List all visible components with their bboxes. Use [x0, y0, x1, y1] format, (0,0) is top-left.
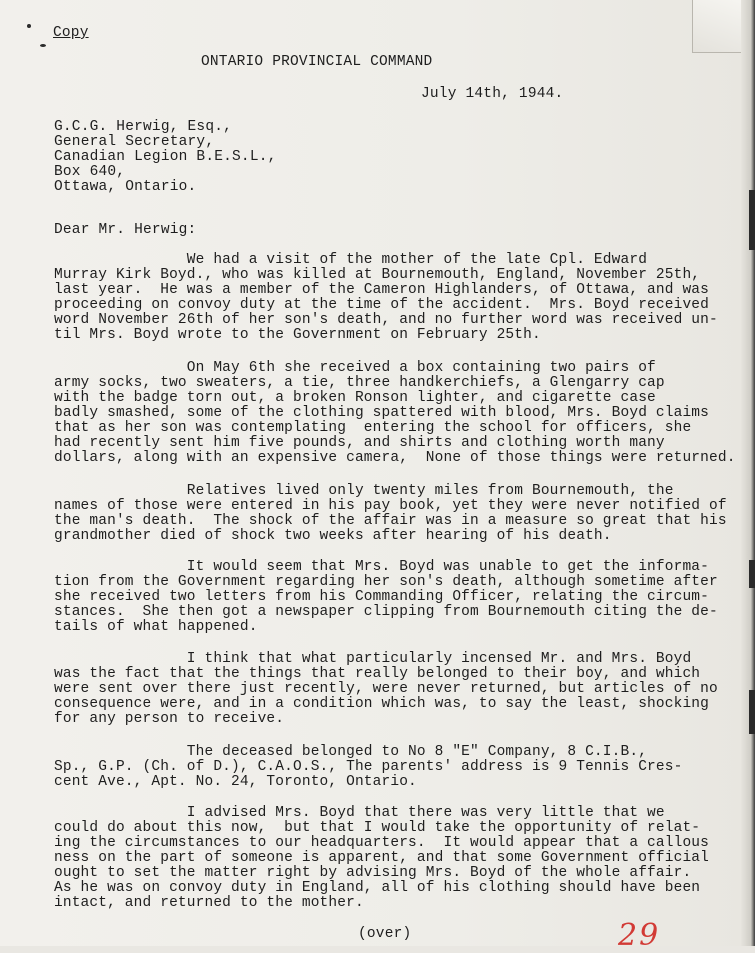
paragraph-line: The deceased belonged to No 8 "E" Company, 8 C.I.B.,: [54, 744, 648, 760]
paragraph-line: I advised Mrs. Boyd that there was very little that we: [54, 805, 665, 821]
salutation: Dear Mr. Herwig:: [54, 222, 197, 238]
paragraph-line: On May 6th she received a box containing two pairs of: [54, 360, 656, 376]
paragraph-line: til Mrs. Boyd wrote to the Government on February 25th.: [54, 327, 541, 343]
paragraph-line: word November 26th of her son's death, and no further word was received un-: [54, 312, 718, 328]
paragraph-line: ing the circumstances to our headquarters. It would appear that a callous: [54, 835, 710, 851]
paragraph-line: she received two letters from his Commanding Officer, relating the circum-: [54, 589, 710, 605]
ink-speck: [27, 24, 31, 28]
address-line: General Secretary,: [54, 134, 215, 150]
copy-label: Copy: [53, 25, 89, 41]
edge-shadow-mark: [749, 560, 755, 588]
letter-date: July 14th, 1944.: [421, 86, 564, 102]
address-line: Canadian Legion B.E.S.L.,: [54, 149, 277, 165]
paragraph-line: could do about this now, but that I would take the opportunity of relat-: [54, 820, 701, 836]
paragraph-line: had recently sent him five pounds, and shirts and clothing worth many: [54, 435, 665, 451]
handwritten-page-number: 29: [618, 918, 661, 953]
paragraph-line: tails of what happened.: [54, 619, 258, 635]
page-right-edge: [741, 0, 755, 946]
edge-shadow-mark: [749, 190, 755, 250]
paragraph-line: proceeding on convoy duty at the time of the accident. Mrs. Boyd received: [54, 297, 710, 313]
paragraph-line: Sp., G.P. (Ch. of D.), C.A.O.S., The parents' address is 9 Tennis Cres-: [54, 759, 683, 775]
paragraph-line: with the badge torn out, a broken Ronson lighter, and cigarette case: [54, 390, 656, 406]
paragraph-line: badly smashed, some of the clothing spattered with blood, Mrs. Boyd claims: [54, 405, 710, 421]
paragraph-line: I think that what particularly incensed Mr. and Mrs. Boyd: [54, 651, 692, 667]
paragraph-line: cent Ave., Apt. No. 24, Toronto, Ontario.: [54, 774, 417, 790]
paragraph-line: tion from the Government regarding her son's death, although sometime after: [54, 574, 718, 590]
address-line: Ottawa, Ontario.: [54, 179, 197, 195]
paragraph-line: Relatives lived only twenty miles from Bournemouth, the: [54, 483, 674, 499]
paragraph-line: We had a visit of the mother of the late Cpl. Edward: [54, 252, 648, 268]
paragraph-line: dollars, along with an expensive camera, None of those things were returned.: [54, 450, 736, 466]
paragraph-line: consequence were, and in a condition which was, to say the least, shocking: [54, 696, 710, 712]
paragraph-line: were sent over there just recently, were never returned, but articles of no: [54, 681, 718, 697]
paragraph-line: last year. He was a member of the Cameron Highlanders, of Ottawa, and was: [54, 282, 710, 298]
paragraph-line: was the fact that the things that really belonged to their boy, and which: [54, 666, 701, 682]
over-label: (over): [358, 926, 412, 942]
edge-shadow-mark: [749, 690, 755, 734]
paragraph-line: Murray Kirk Boyd., who was killed at Bournemouth, England, November 25th,: [54, 267, 701, 283]
paragraph-line: grandmother died of shock two weeks after hearing of his death.: [54, 528, 612, 544]
ink-speck: [40, 44, 46, 47]
paragraph-line: that as her son was contemplating entering the school for officers, she: [54, 420, 692, 436]
paragraph-line: stances. She then got a newspaper clipping from Bournemouth citing the de-: [54, 604, 718, 620]
paragraph-line: intact, and returned to the mother.: [54, 895, 364, 911]
paragraph-line: ness on the part of someone is apparent, and that some Government official: [54, 850, 710, 866]
organization-heading: ONTARIO PROVINCIAL COMMAND: [201, 54, 433, 70]
address-line: G.C.G. Herwig, Esq.,: [54, 119, 233, 135]
paragraph-line: It would seem that Mrs. Boyd was unable to get the informa-: [54, 559, 710, 575]
paragraph-line: army socks, two sweaters, a tie, three handkerchiefs, a Glengarry cap: [54, 375, 665, 391]
paragraph-line: ought to set the matter right by advising Mrs. Boyd of the whole affair.: [54, 865, 692, 881]
paragraph-line: names of those were entered in his pay book, yet they were never notified of: [54, 498, 727, 514]
paragraph-line: for any person to receive.: [54, 711, 285, 727]
address-line: Box 640,: [54, 164, 126, 180]
paragraph-line: As he was on convoy duty in England, all of his clothing should have been: [54, 880, 701, 896]
paragraph-line: the man's death. The shock of the affair was in a measure so great that his: [54, 513, 727, 529]
